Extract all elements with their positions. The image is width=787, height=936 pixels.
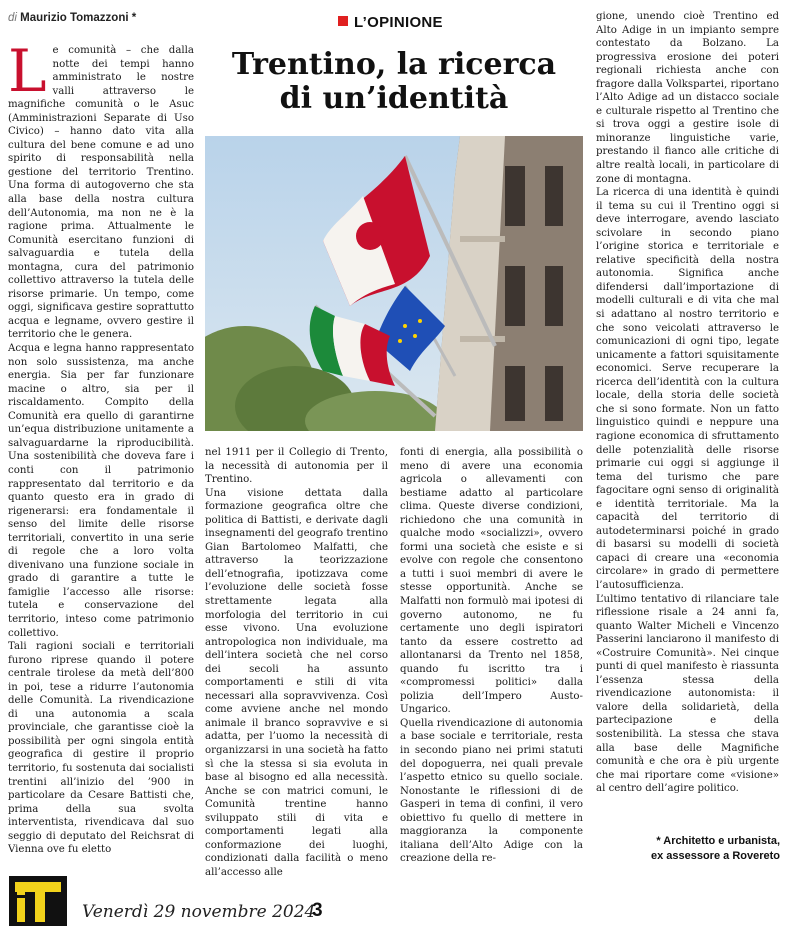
paragraph: Quella rivendicazione di autonomia a base sociale e territoriale, resta in secondo piano nei primi statuti del dopoguerra, nei quali prevale l’aspetto etnico su quello sociale. Nonostante le riflessioni di de Gasperi in tema di confini, il vero obiettivo fu quello di mettere in maggioranza la componente italiana dell’Alto Adige con la creazione della re- [400,717,583,865]
paragraph: gione, unendo cioè Trentino ed Alto Adige in un impianto sempre contestato da Bolzano. La progressiva erosione dei poteri regionali richiesta anche con fragore dalla Volkspartei, riportano l’Alto Adige ad un distacco sociale e culturale rispetto al Trentino che si trova oggi a gestire isole di minoranze linguistiche varie, prestando il fianco alle critiche di altre realtà locali, in particolare di zone di montagna. [596,11,779,185]
author-footnote [600,834,780,864]
newspaper-logo [9,876,67,926]
section-label [338,14,443,31]
footnote-line: * Architetto e urbanista, [656,835,780,847]
flags-photo-illustration [205,136,583,431]
drop-cap: L [8,44,47,105]
section-marker-icon [338,16,348,26]
section-label-text: L’OPINIONE [354,14,443,31]
byline-prefix: di [8,12,17,24]
byline [8,12,198,24]
article-column-2 [205,446,388,892]
paragraph: Una visione dettata dalla formazione geografica oltre che politica di Battisti, e derivate dagli insegnamenti del geografo trentino Gian Bartolomeo Malfatti, che attraverso la teorizzazione dell’etnografia, ipotizzava come l’evoluzione delle società fosse strettamente legata alla morfologia del territorio in cui esse vivono. Una evoluzione antropologica non individuale, ma dell’intera società che nel corso dei secoli ha assunto comportamenti e stili di vita necessari alla sopravvivenza. Così come avviene anche nel mondo animale il branco sopravvive e si adatta, per l’uomo la necessità di organizzarsi in una società ha fatto sì che la stessa si sia evoluta in base al bisogno ed alla necessità. Anche se con matrici comuni, le Comunità trentine hanno sviluppato stili di vita e comportamenti legati alla conformazione dei luoghi, condizionati dalla facilità o meno all’accesso alle [205,487,388,878]
paragraph: L’ultimo tentativo di rilanciare tale riflessione risale a 24 anni fa, quanto Walter Micheli e Vincenzo Passerini lanciarono il manifesto di «Costruire Comunità». Nei cinque punti di quel manifesto è riassunta l’essenza stessa della rivendicazione autonomista: il valore della solidarietà, della partecipazione e della sostenibilità. La stessa che stava alla base delle Magnifiche comunità e che ora è più urgente che mai riportare come «visione» al centro dell’agire politico. [596,593,779,795]
paragraph: Acqua e legna hanno rappresentato non solo sussistenza, ma anche energia. Sia per far funzionare macine o altro, sia per il riscaldamento. Compito della Comunità era quello di garantirne un’equa distribuzione unitamente a salvaguardarne la riproducibilità. Una sostenibilità che doveva fare i conti con il patrimonio rappresentato dal territorio e da quanto questo era in grado di rigenerarsi: era fondamentale il senso del limite delle risorse territoriali, convertito in una serie di regole che a loro volta divenivano una funzione sociale in grado di garantire a tutte le famiglie l’accesso alle risorse: tutela e conservazione del territorio, inteso come patrimonio collettivo. [8,343,194,639]
paragraph: fonti di energia, alla possibilità o meno di avere una economia agricola o allevamenti con bestiame adatto al particolare clima. Queste diverse condizioni, richiedono che una comunità in qualche modo «socializzi», ovvero formi una società che esiste e si evolve con regole che consentono a tutti i suoi membri di avere le stesse opportunità. Anche se Malfatti non formulò mai ipotesi di governo autonomo, ne fu certamente uno degli ispiratori tanto da essere costretto ad allontanarsi da Trento nel 1858, quando fu iscritto tra i «compromessi politici» dalla polizia dell’Impero Austo-Ungarico. [400,447,583,716]
paragraph: La ricerca di una identità è quindi il tema su cui il Trentino oggi si deve interrogare, avendo lasciato scivolare in secondo piano l’origine storica e territoriale e relative specificità della nostra autonomia. Significa anche difendersi dall’importazione di modelli culturali e di vita che mal si adattano al nostro territorio e che sono veicolati attraverso le comunicazioni di ogni tipo, legate unicamente a fattori squisitamente economici. Serve recuperare la ricerca dell’identità con la cultura locale, della storia delle società che si sono formate. Non un fatto linguistico quindi e neppure una ragione economica di sfruttamento delle potenzialità delle risorse primarie cui oggi si aggiunge il tema del turismo che pare fagocitare ogni senso di originalità e identità territoriale. Ma la capacità del territorio di autodeterminarsi poiché in grado di basarsi su modelli di società capaci di creare una «economia circolare» in grado di permettere l’autosufficienza. [596,187,779,591]
footnote-line: ex assessore a Rovereto [650,850,780,862]
article-column-1 [8,44,194,894]
article-column-3 [400,446,583,892]
logo-icon [9,876,67,926]
article-column-4 [596,10,779,830]
issue-date: Venerdì 29 novembre 2024 [82,902,316,922]
paragraph: Tali ragioni sociali e territoriali furono riprese quando il potere centrale tirolese da metà dell’800 in poi, tese a ridurre l’autonomia delle Comunità. La rivendicazione di una autonomia a scala provinciale, che garantisse cioè la possibilità per ogni singola entità geografica di gestire il proprio territorio, fu sostenuta dai socialisti trentini all’inizio del ’900 in particolare da Cesare Battisti che, prima della sua svolta interventista, rivendicava dal suo seggio di deputato del Reichsrat di Vienna ove fu eletto [8,641,194,856]
byline-author: Maurizio Tomazzoni * [20,12,137,24]
title-line: di un’identità [279,81,509,116]
paragraph: Le comunità – che dalla notte dei tempi hanno amministrato le nostre valli attraverso le magnifiche comunità o le Asuc (Amministrazioni Separate di Uso Civico) – hanno dato vita alla cultura del bene comune e ad uno spirito di responsabilità nella gestione del territorio Trentino. Una forma di autogoverno che sta alla base della nostra cultura dell’Autonomia, ma non ne è la ragione prima. Attualmente le Comunità esercitano funzioni di salvaguardia e tutela della montagna, cura del patrimonio collettivo attraverso la tutela delle risorse primarie. Un tempo, come oggi, significava gestire soprattutto acqua e legname, ovvero gestire il territorio che le genera. [8,44,194,341]
title-line: Trentino, la ricerca [231,47,557,82]
article-photo [205,136,583,431]
page-number: 3 [312,900,323,921]
article-title [205,48,583,116]
paragraph: nel 1911 per il Collegio di Trento, la necessità di autonomia per il Trentino. [205,447,388,486]
